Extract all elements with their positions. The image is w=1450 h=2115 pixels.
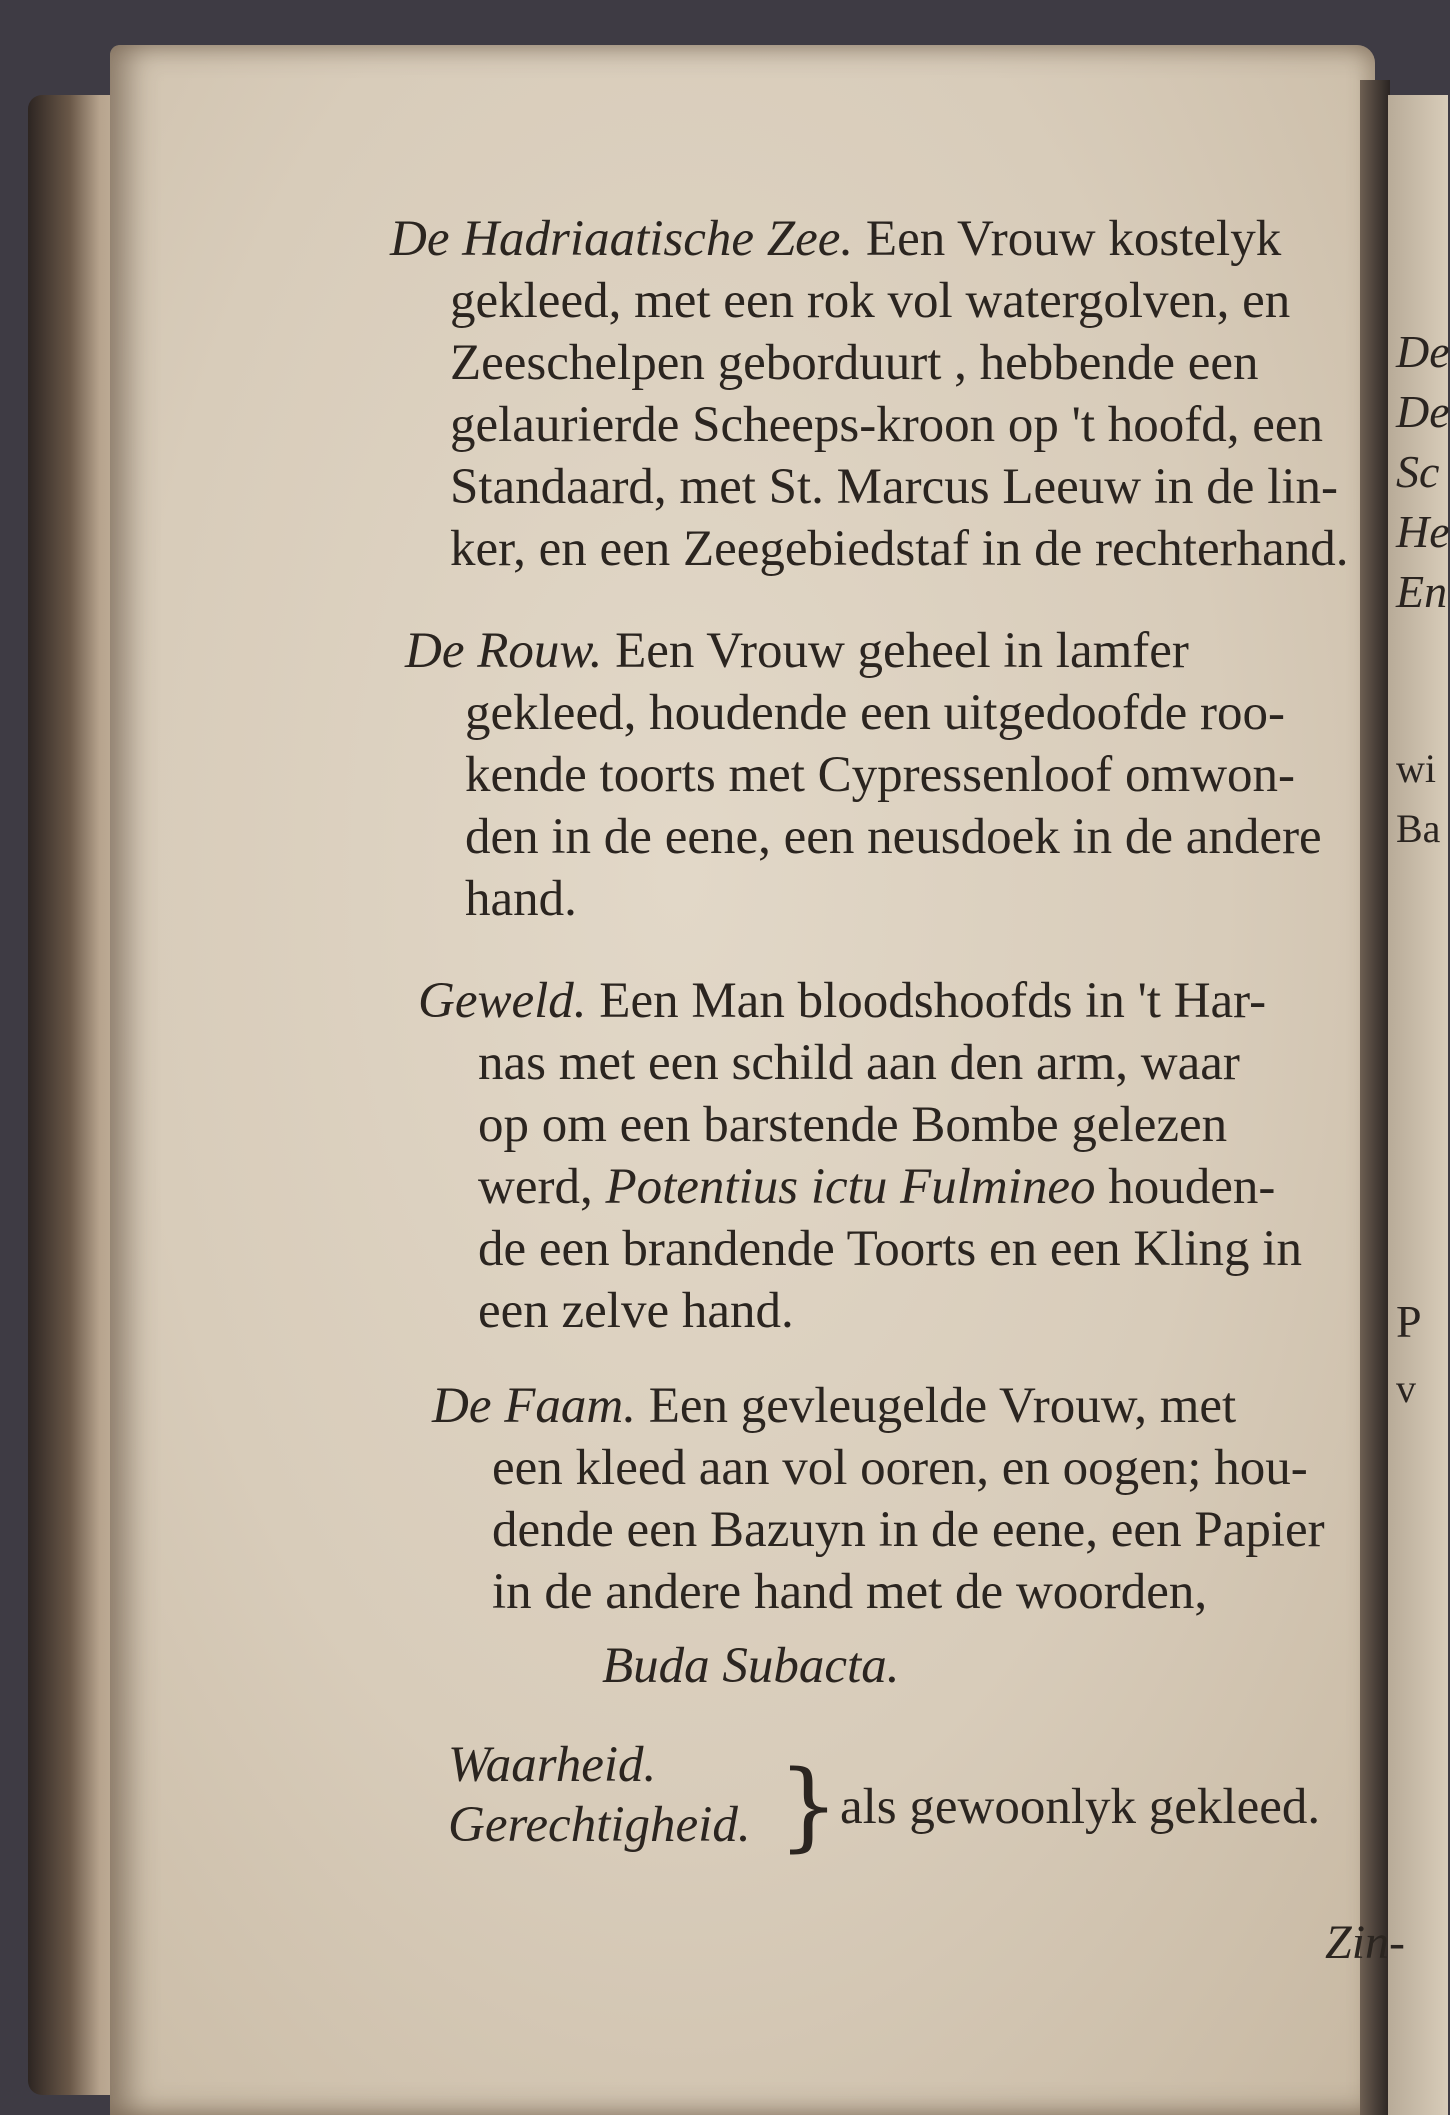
facing-text: En bbox=[1396, 566, 1448, 617]
facing-text: Ba bbox=[1396, 806, 1441, 851]
paired-name: Waarheid. bbox=[448, 1737, 657, 1793]
facing-page bbox=[1388, 95, 1448, 2115]
facing-text: He bbox=[1396, 506, 1450, 557]
entry-label: De Hadriaatische Zee. bbox=[390, 211, 854, 267]
entry-line: Een Man bloodshoofds in 't Har- bbox=[599, 973, 1267, 1029]
entry-line: op om een barstende Bombe gelezen bbox=[478, 1097, 1228, 1153]
motto: Buda Subacta. bbox=[602, 1638, 900, 1694]
facing-text: v bbox=[1396, 1366, 1416, 1411]
entry-line: een kleed aan vol ooren, en oogen; hou- bbox=[492, 1440, 1308, 1496]
entry-violence bbox=[418, 970, 1302, 1342]
entry-line: de een brandende Toorts en een Kling in bbox=[478, 1221, 1302, 1277]
facing-text: wi bbox=[1396, 746, 1436, 791]
paired-name: Gerechtigheid. bbox=[448, 1797, 751, 1853]
entry-line: Een gevleugelde Vrouw, met bbox=[648, 1378, 1237, 1434]
entry-line: den in de eene, een neusdoek in de andere bbox=[465, 809, 1322, 865]
entry-line: gekleed, met een rok vol watergolven, en bbox=[450, 273, 1291, 329]
entry-line: in de andere hand met de woorden, bbox=[492, 1564, 1208, 1620]
entry-label: Geweld. bbox=[418, 973, 587, 1029]
entry-line: hand. bbox=[465, 871, 577, 927]
entry-hadriatic-sea bbox=[390, 208, 1349, 580]
italic-phrase: Potentius ictu Fulmineo bbox=[605, 1159, 1096, 1215]
entry-label: De Faam. bbox=[432, 1378, 636, 1434]
entry-line: Standaard, met St. Marcus Leeuw in de lin- bbox=[450, 459, 1339, 515]
entry-fame bbox=[432, 1375, 1325, 1697]
entry-line: nas met een schild aan den arm, waar bbox=[478, 1035, 1240, 1091]
entry-label: De Rouw. bbox=[405, 623, 603, 679]
facing-text: De bbox=[1396, 326, 1450, 377]
entry-line: Zeeschelpen geborduurt , hebbende een bbox=[450, 335, 1259, 391]
gutter bbox=[1360, 80, 1390, 2115]
entry-mourning bbox=[405, 620, 1322, 930]
entry-line: kende toorts met Cypressenloof omwon- bbox=[465, 747, 1296, 803]
entry-line: gelaurierde Scheeps-kroon op 't hoofd, een bbox=[450, 397, 1324, 453]
catchword: Zin- bbox=[1325, 1916, 1406, 1969]
brace: } bbox=[778, 1750, 840, 1862]
entry-line: ker, en een Zeegebiedstaf in de rechterhand. bbox=[450, 521, 1349, 577]
facing-text: Sc bbox=[1396, 446, 1440, 497]
entry-line: dende een Bazuyn in de eene, een Papier bbox=[492, 1502, 1325, 1558]
entry-line: werd, Potentius ictu Fulmineo houden- bbox=[478, 1159, 1276, 1215]
entry-line: gekleed, houdende een uitgedoofde roo- bbox=[465, 685, 1285, 741]
entry-line: een zelve hand. bbox=[478, 1283, 794, 1339]
entry-line: Een Vrouw geheel in lamfer bbox=[615, 623, 1189, 679]
facing-text: De bbox=[1396, 386, 1450, 437]
paired-entry bbox=[448, 1735, 751, 1855]
facing-text: P bbox=[1396, 1296, 1422, 1347]
paired-text: als gewoonlyk gekleed. bbox=[840, 1779, 1321, 1835]
entry-line: Een Vrouw kostelyk bbox=[865, 211, 1282, 267]
